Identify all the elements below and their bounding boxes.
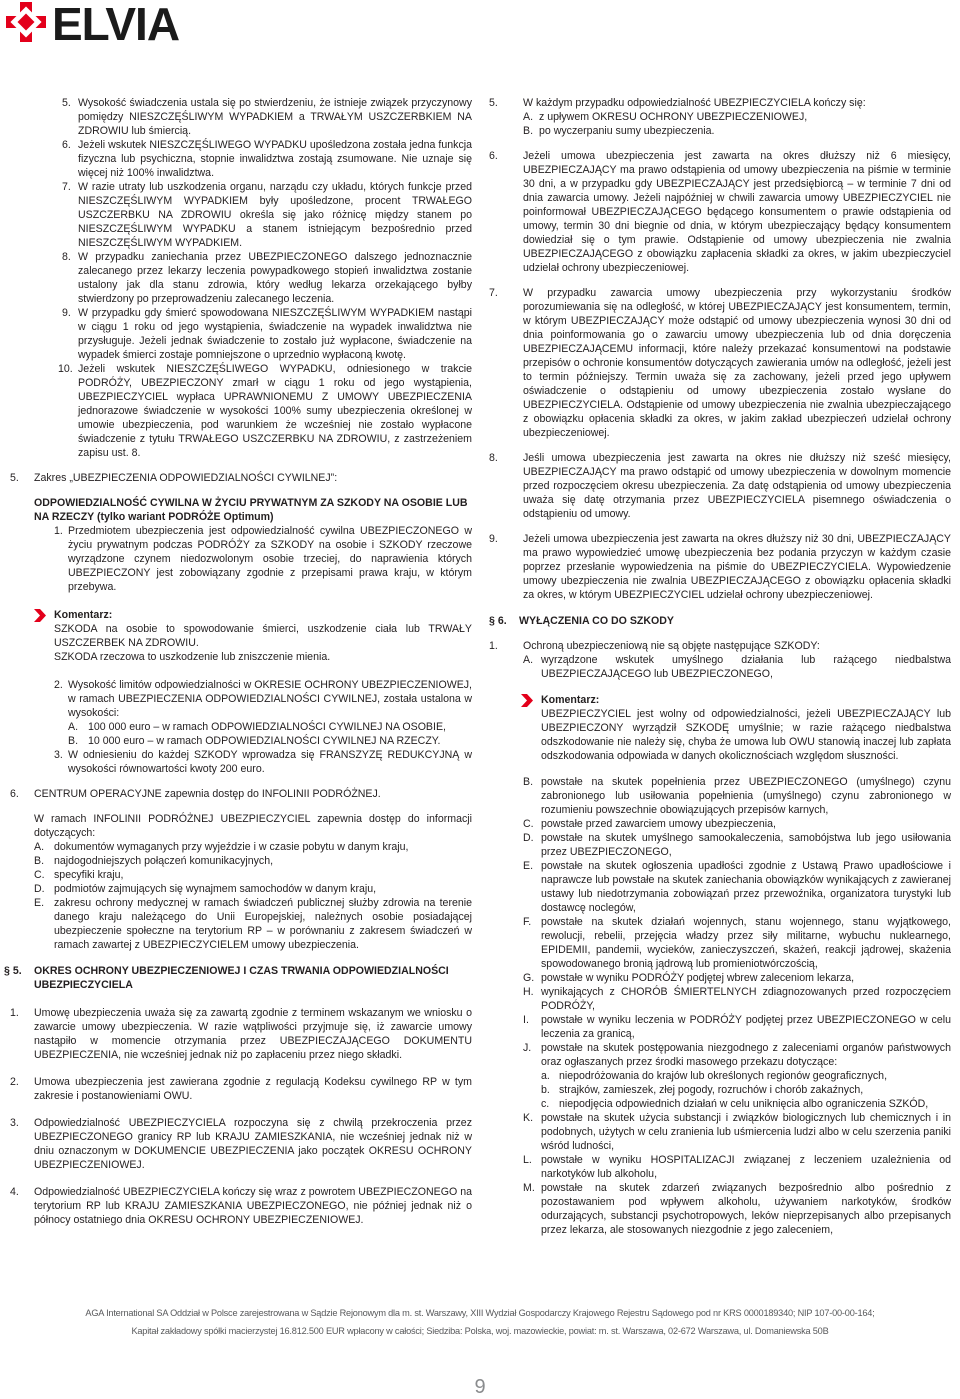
oc-item-3: 3. W odniesieniu do każdej SZKODY wprowadza się FRANSZYZĘ REDUKCYJNĄ w wysokości równowartości kwoty 200 euro. xyxy=(54,749,472,775)
comment-text: UBEZPIECZYCIEL jest wolny od odpowiedzialności, jeżeli UBEZPIECZAJĄCY lub UBEZPIECZONY wyrządził SZKODĘ umyślnie; w razie rażącego niedbalstwa odszkodowanie nie należy się, chyba że umowa lub OWU stanowią inaczej lub zapłata odszkodowania odpowiada w danych okolicznościach względom słuszności. xyxy=(541,708,951,762)
page-number: 9 xyxy=(474,1376,486,1398)
w-item: D. powstałe na skutek umyślnego samookaleczenia, samobójstwa lub jego usiłowania przez UBEZPIECZONEGO, xyxy=(523,832,951,858)
oc-item-2b: B. 10 000 euro – w ramach ODPOWIEDZIALNOŚCI CYWILNEJ NA RZECZY. xyxy=(68,735,441,747)
w-subitem: c. niepodjęcia odpowiednich działań w celu uniknięcia albo ograniczenia SZKÓD, xyxy=(541,1098,929,1110)
comment-box xyxy=(10,608,472,664)
w-item-1a: A. wyrządzone wskutek umyślnego działania lub rażącego niedbalstwa UBEZPIECZAJĄCEGO lub UBEZPIECZONEGO, xyxy=(523,654,951,680)
w-item: B. powstałe na skutek popełnienia przez UBEZPIECZONEGO (umyślnego) czynu zabronionego lub usiłowania popełnienia (umyślnego) czynu zabronionego w rozumieniu powszechnie obowiązujących przepisów karnych, xyxy=(523,776,951,816)
w-subitem: b. strajków, zamieszek, złej pogody, rozruchów i chorób zakaźnych, xyxy=(541,1084,864,1096)
s5-item: 4. Odpowiedzialność UBEZPIECZYCIELA kończy się wraz z powrotem UBEZPIECZONEGO na terytorium RP lub KRAJU ZAMIESZKANIA UBEZPIECZONEGO, nie później jednak niż o północy ostatniego dnia OKRESU OCHRONY UBEZPIECZENIOWEJ. xyxy=(10,1186,472,1226)
footer-line-1: AGA International SA Oddział w Polsce zarejestrowana w Sądzie Rejonowym dla m. st. Warszawy, XIII Wydział Gospodarczy Krajowego Rejestru Sądowego pod nr KRS 0000189340; NIP 107-00-00-164; xyxy=(85,1308,875,1318)
infoline-item: E. zakresu ochrony medycznej w ramach świadczeń publicznej służby zdrowia na terenie danego kraju należącego do Unii Europejskiej, należnych osobie posiadającej ubezpieczenie społeczne na terytorium RP – w porównaniu z zakresem świadczeń w ramach zawartej z UBEZPIECZYCIELEM umowy ubezpieczenia. xyxy=(34,897,472,951)
w-item: F. powstałe na skutek działań wojennych, stanu wojennego, stanu wyjątkowego, rewolucji, rebelii, przejęcia władzy przez siły militarne, wybuchu nuklearnego, EPIDEMII, pandemii, wycieków, zanieczyszczeń, skażeń, reakcji jądrowej, skażenia spowodowanego bronią jądrową lub promieniotwórczością, xyxy=(523,916,951,970)
list-item: 6. Jeżeli wskutek NIESZCZĘŚLIWEGO WYPADKU upośledzona została jedna funkcja fizyczna lub psychiczna, stopnie inwalidztwa zostają zsumowane. Nie uznaje się więcej niż 100% inwalidztwa. xyxy=(62,139,472,179)
w-item-1: 1. Ochroną ubezpieczeniową nie są objęte następujące SZKODY: xyxy=(489,640,820,652)
comment-box xyxy=(489,693,951,763)
w-item: G. powstałe w wyniku PODRÓŻY podjętej wbrew zaleceniom lekarza, xyxy=(523,972,855,984)
r-item-9: 9. Jeżeli umowa ubezpieczenia jest zawarta na okres dłuższy niż 30 dni, UBEZPIECZAJĄCY ma prawo wypowiedzieć umowę ubezpieczenia bez podania przyczyn w każdym czasie poprzez przesłanie wypowiedzenia na piśmie do UBEZPIECZYCIELA. Wypowiedzenie umowy ubezpieczenia nie zwalnia UBEZPIECZAJĄCEGO z obowiązku opłacenia składki za okres, w którym UBEZPIECZYCIEL udzielał ochrony ubezpieczeniowej. xyxy=(489,533,951,601)
comment-text-2: SZKODA rzeczowa to uszkodzenie lub zniszczenie mienia. xyxy=(54,651,331,663)
w-item: C. powstałe przed zawarciem umowy ubezpieczenia, xyxy=(523,818,776,830)
logo-text: ELVIA xyxy=(52,2,180,42)
footer-line-2: Kapitał zakładowy spółki macierzystej 16.812.500 EUR wpłacony w całości; Siedziba: Polska, woj. mazowieckie, powiat: m. st. Warszawa, 02-672 Warszawa, ul. Domaniewska 50B xyxy=(131,1326,829,1336)
w-item: M. powstałe na skutek zdarzeń związanych bezpośrednio albo pośrednio z pozostawaniem pod wpływem alkoholu, używaniem narkotyków, środków odurzających, substancji psychotropowych, leków nieprzepisanych albo przepisanych przez lekarza, ale stosowanych niezgodnie z jego zaleceniem, xyxy=(523,1182,951,1236)
list-item: 7. W razie utraty lub uszkodzenia organu, narządu czy układu, których funkcje przed NIESZCZĘŚLIWYM WYPADKIEM były upośledzone, procent TRWAŁEGO USZCZERBKU NA ZDROWIU określa się jako różnicę między stanem po NIESZCZĘŚLIWYM WYPADKU a stanem istniejącym bezpośrednio przed NIESZCZĘŚLIWYM WYPADKIEM. xyxy=(62,181,472,249)
s5-item: 1. Umowę ubezpieczenia uważa się za zawartą zgodnie z terminem wskazanym we wniosku o zawarcie umowy ubezpieczenia. W razie wątpliwości przyjmuje się, iż zawarcie umowy nastąpiło w momencie otrzymania przez UBEZPIECZAJĄCEGO DOKUMENTU UBEZPIECZENIA, nie wcześniej jednak niż po zapłaceniu przez niego składki. xyxy=(10,1007,472,1061)
r-item-8: 8. Jeśli umowa ubezpieczenia jest zawarta na okres nie dłuższy niż sześć miesięcy, UBEZPIECZAJĄCY ma prawo odstąpić od umowy ubezpieczenia w dowolnym momencie przed rozpoczęciem okresu ubezpieczenia. Za datę odstąpienia od umowy ubezpieczenia uważa się datę otrzymania przez UBEZPIECZYCIELA pisemnego oświadczenia o odstąpieniu od umowy. xyxy=(489,452,951,520)
section-6-heading: § 6. WYŁĄCZENIA CO DO SZKODY xyxy=(489,615,674,627)
comment-label: Komentarz: xyxy=(54,609,113,621)
oc-item-2a: A. 100 000 euro – w ramach ODPOWIEDZIALNOŚCI CYWILNEJ NA OSOBIE, xyxy=(68,721,446,733)
infoline-item: C. specyfiki kraju, xyxy=(34,869,124,881)
w-item: I. powstałe w wyniku leczenia w PODRÓŻY podjętej przez UBEZPIECZONEGO w celu leczenia za granicą, xyxy=(523,1014,951,1040)
s5-item: 2. Umowa ubezpieczenia jest zawierana zgodnie z regulacją Kodeksu cywilnego RP w tym zakresie i postanowieniami OWU. xyxy=(10,1076,472,1102)
w-item: H. wynikających z CHORÓB ŚMIERTELNYCH zdiagnozowanych przed rozpoczęciem PODRÓŻY, xyxy=(523,986,951,1012)
elvia-logo xyxy=(6,2,266,42)
section-5-item: 5. Zakres „UBEZPIECZENIA ODPOWIEDZIALNOŚCI CYWILNEJ”: xyxy=(10,472,338,484)
list-item: 8. W przypadku zaniechania przez UBEZPIECZONEGO dalszego jednoznacznie zalecanego przez lekarzy leczenia powypadkowego stopień inwalidztwa zostanie ustalony jak dla stanu zdrowia, który według lekarza orzekającego byłby stwierdzony po przeprowadzeniu zalecanego leczenia. xyxy=(62,251,472,305)
s5-item: 3. Odpowiedzialność UBEZPIECZYCIELA rozpoczyna się z chwilą przekroczenia przez UBEZPIECZONEGO granicy RP lub KRAJU ZAMIESZKANIA, nie wcześniej jednak niż w dniu oznaczonym w DOKUMENCIE UBEZPIECZENIA jako początek OKRESU OCHRONY UBEZPIECZENIOWEJ. xyxy=(10,1117,472,1171)
arrow-right-icon xyxy=(34,609,46,622)
infoline-item: D. podmiotów zajmujących się wynajmem samochodów w danym kraju, xyxy=(34,883,377,895)
r-item-5: 5. W każdym przypadku odpowiedzialność UBEZPIECZYCIELA kończy się: xyxy=(489,97,866,109)
r-item-6: 6. Jeżeli umowa ubezpieczenia jest zawarta na okres dłuższy niż 6 miesięcy, UBEZPIECZAJĄCY ma prawo odstąpienia od umowy ubezpieczenia na piśmie w terminie 30 dni, a w przypadku gdy UBEZPIECZAJĄCY jest przedsiębiorcą – w terminie 7 dni od dnia zawarcia umowy. Jeżeli najpóźniej w chwili zawarcia umowy UBEZPIECZYCIEL nie poinformował UBEZPIECZAJĄCEGO będącego konsumentem o prawie odstąpienia od umowy, termin 30 dni biegnie od dnia, w którym ubezpieczający będący konsumentem dowiedział się o tym prawie. Odstąpienie od umowy ubezpieczenia nie zwalnia UBEZPIECZAJĄCEGO z obowiązku zapłacenia składki za okres, w jakim ubezpieczyciel udzielał ochrony ubezpieczeniowej. xyxy=(489,150,951,274)
list-item: 9. W przypadku gdy śmierć spowodowana NIESZCZĘŚLIWYM WYPADKIEM nastąpi w ciągu 1 roku od jego wystąpienia, świadczenie na wypadek inwalidztwa nie przysługuje. Jeżeli jednak świadczenie to zostało już wypłacone, świadczenie na wypadek śmierci zostaje pomniejszone o uprzednio wypłaconą kwotę. xyxy=(62,307,472,361)
elvia-cross-icon xyxy=(6,2,266,42)
oc-item-1: 1. Przedmiotem ubezpieczenia jest odpowiedzialność cywilna UBEZPIECZONEGO w życiu prywatnym podczas PODRÓŻY za SZKODY na osobie i SZKODY rzeczowe wyrządzone czynem niedozwolonym osobie trzeciej, do naprawienia których UBEZPIECZONY jest zobowiązany zgodnie z przepisami prawa kraju, w którym przebywa. xyxy=(54,525,472,593)
w-subitem: a. niepodróżowania do krajów lub określonych regionów geograficznych, xyxy=(541,1070,888,1082)
arrow-right-icon xyxy=(521,694,533,707)
list-item: 10. Jeżeli wskutek NIESZCZĘŚLIWEGO WYPADKU, odniesionego w trakcie PODRÓŻY, UBEZPIECZONY zmarł w ciągu 1 roku od jego wystąpienia, UBEZPIECZYCIEL wypłaca UPRAWNIONEMU Z UMOWY UBEZPIECZENIA jednorazowe świadczenie w wysokości 100% sumy ubezpieczenia określonej w umowie ubezpieczenia, pod warunkiem że wcześniej nie zostało wypłacone świadczenie z tytułu TRWAŁEGO USZCZERBKU NA ZDROWIU, z zastrzeżeniem zapisu ust. 8. xyxy=(58,363,472,459)
infoline-item: A. dokumentów wymaganych przy wyjeździe i w czasie pobytu w danym kraju, xyxy=(34,841,409,853)
section-6-item: 6. CENTRUM OPERACYJNE zapewnia dostęp do INFOLINII PODRÓŻNEJ. xyxy=(10,788,381,800)
w-item: K. powstałe na skutek użycia substancji i związków biologicznych lub chemicznych i in podobnych, użytych w celu zranienia lub uśmiercenia ludzi albo w celu szerzenia paniki wśród ludności, xyxy=(523,1112,951,1152)
oc-heading: ODPOWIEDZIALNOŚĆ CYWILNA W ŻYCIU PRYWATNYM ZA SZKODY NA OSOBIE LUB NA RZECZY (tylko wariant PODRÓŻE Optimum) xyxy=(34,497,468,523)
infoline-item: B. najdogodniejszych połączeń komunikacyjnych, xyxy=(34,855,274,867)
comment-text: SZKODA na osobie to spowodowanie śmierci, uszkodzenie ciała lub TRWAŁY USZCZERBEK NA ZDROWIU. xyxy=(54,623,472,649)
right-column xyxy=(489,96,951,1237)
infoline-intro: W ramach INFOLINII PODRÓŻNEJ UBEZPIECZYCIEL zapewnia dostęp do informacji dotyczących: xyxy=(34,813,472,839)
r-item-5a: A. z upływem OKRESU OCHRONY UBEZPIECZENIOWEJ, xyxy=(523,111,808,123)
r-item-7: 7. W przypadku zawarcia umowy ubezpieczenia przy wykorzystaniu środków porozumiewania się na odległość, w której UBEZPIECZAJĄCY jest konsumentem, termin, w którym UBEZPIECZAJĄCY może odstąpić od umowy ubezpieczenia wynosi 30 dni od dnia poinformowania go o zawarciu umowy ubezpieczenia lub od dnia doręczenia UBEZPIECZAJĄCEMU informacji, które należy przekazać konsumentowi na podstawie przepisów o ochronie konsumentów dotyczących zawierania umów na odległość, jeżeli jest to termin późniejszy. Termin uważa się za zachowany, jeżeli przed jego upływem oświadczenie o odstąpieniu od umowy ubezpieczenia zostało wysłane do UBEZPIECZYCIELA. Odstąpienie od umowy ubezpieczenia nie zwalnia ubezpieczającego z obowiązku opłacenia składki za okres, w jakim zakład ubezpieczeń udzielał ochrony ubezpieczeniowej. xyxy=(489,287,951,439)
comment-label: Komentarz: xyxy=(541,694,600,706)
list-item: 5. Wysokość świadczenia ustala się po stwierdzeniu, że istnieje związek przyczynowy pomiędzy NIESZCZĘŚLIWYM WYPADKIEM a TRWAŁYM USZCZERBKIEM NA ZDROWIU lub śmiercią. xyxy=(62,97,472,137)
section-5-heading: § 5. OKRES OCHRONY UBEZPIECZENIOWEJ I CZAS TRWANIA ODPOWIEDZIALNOŚCI UBEZPIECZYCIELA xyxy=(4,965,449,991)
left-column xyxy=(4,96,472,1227)
oc-item-2: 2. Wysokość limitów odpowiedzialności w OKRESIE OCHRONY UBEZPIECZENIOWEJ, w ramach UBEZPIECZENIA ODPOWIEDZIALNOŚCI CYWILNEJ, została ustalona w wysokości: xyxy=(54,679,472,719)
w-item: L. powstałe w wyniku HOSPITALIZACJI związanej z leczeniem uzależnienia od narkotyków lub alkoholu, xyxy=(523,1154,951,1180)
w-item: E. powstałe na skutek ogłoszenia upadłości zgodnie z Ustawą Prawo upadłościowe i naprawcze lub powstałe na skutek zaniechania obowiązków wynikających z zawieranej ustawy lub niedotrzymania zobowiązań przez przewoźnika, organizatora turystyki lub dostawcę noclegów, xyxy=(523,860,951,914)
w-item: J. powstałe na skutek postępowania niezgodnego z zaleceniami organów państwowych oraz ogłaszanych przez środki masowego przekazu dotyczące: xyxy=(523,1042,951,1068)
r-item-5b: B. po wyczerpaniu sumy ubezpieczenia. xyxy=(523,125,715,137)
